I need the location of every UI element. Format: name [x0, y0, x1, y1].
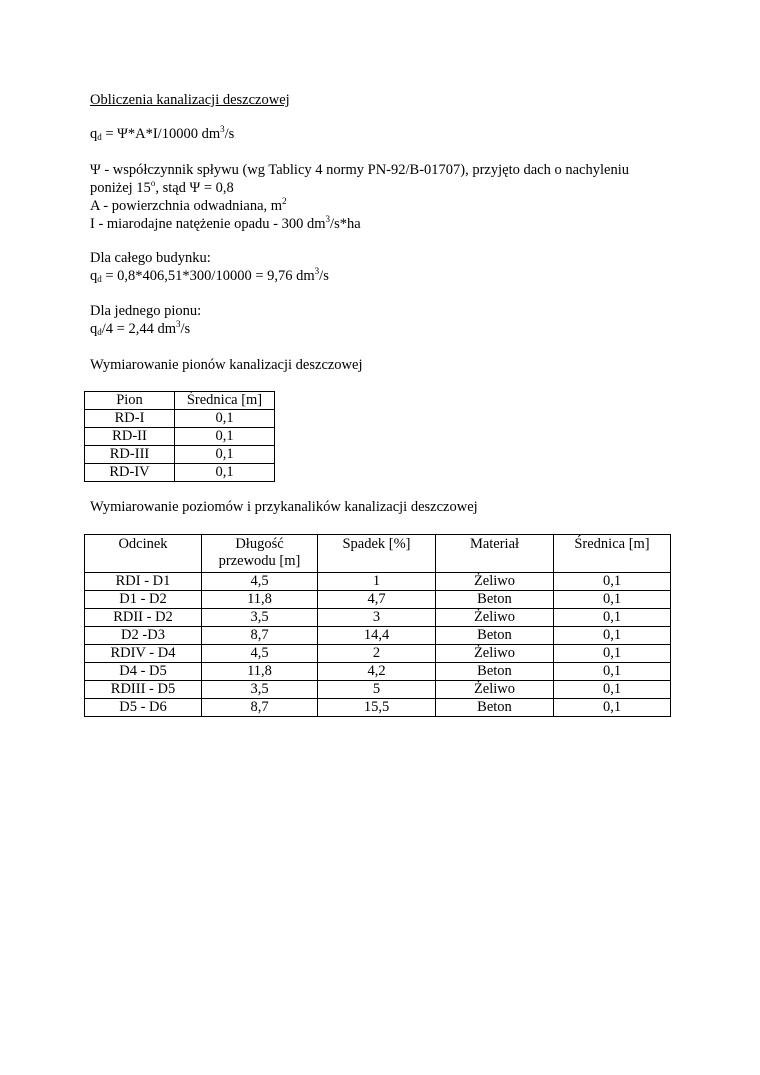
pipes-table	[84, 534, 671, 717]
table-row	[85, 573, 671, 591]
table-cell: 3,5	[202, 609, 318, 627]
table-cell: 0,1	[554, 573, 671, 591]
table-cell: Żeliwo	[436, 573, 554, 591]
table-cell: 15,5	[318, 699, 436, 717]
table-row	[85, 428, 275, 446]
table-row	[85, 591, 671, 609]
table-cell: D1 - D2	[85, 591, 202, 609]
table-cell: 11,8	[202, 591, 318, 609]
table-cell: RDI - D1	[85, 573, 202, 591]
riser-formula: $q_d/4 = 2,44$ $dm^3/s$	[90, 319, 191, 337]
table-cell: 0,1	[554, 645, 671, 663]
page-title: Obliczenia kanalizacji deszczowej	[90, 92, 290, 108]
table-cell: Beton	[436, 663, 554, 681]
table-cell: Żeliwo	[436, 645, 554, 663]
table-cell: 0,1	[554, 681, 671, 699]
table-cell: 3	[318, 609, 436, 627]
table-cell: 4,7	[318, 591, 436, 609]
table-cell: 8,7	[202, 627, 318, 645]
table-cell: 1	[318, 573, 436, 591]
psi-description-line2: poniżej 15$^o$, stąd Ψ = 0,8	[90, 178, 234, 196]
table-cell: RD-III	[85, 446, 175, 464]
table-header-row	[85, 535, 671, 573]
table-cell: Beton	[436, 699, 554, 717]
table-cell: Żeliwo	[436, 681, 554, 699]
table-cell: 0,1	[175, 464, 275, 482]
table2-caption: Wymiarowanie poziomów i przykanalików kanalizacji deszczowej	[90, 499, 478, 515]
table-cell: Żeliwo	[436, 609, 554, 627]
col-header: Średnica [m]	[175, 392, 275, 410]
table-cell: 0,1	[554, 591, 671, 609]
table-cell: 0,1	[554, 663, 671, 681]
table-row	[85, 464, 275, 482]
table-cell: 3,5	[202, 681, 318, 699]
table-cell: 0,1	[175, 446, 275, 464]
table-cell: 0,1	[554, 699, 671, 717]
risers-table	[84, 391, 275, 482]
col-header: Pion	[85, 392, 175, 410]
col-header: Spadek [%]	[318, 535, 436, 573]
col-header: Długość przewodu [m]	[202, 535, 318, 573]
table-cell: RD-IV	[85, 464, 175, 482]
table-cell: RDII - D2	[85, 609, 202, 627]
table-row	[85, 645, 671, 663]
table1-caption: Wymiarowanie pionów kanalizacji deszczowej	[90, 357, 363, 373]
psi-description-line1: Ψ - współczynnik spływu (wg Tablicy 4 normy PN-92/B-01707), przyjęto dach o nachyleniu	[90, 162, 629, 178]
table-row	[85, 410, 275, 428]
table-cell: Beton	[436, 627, 554, 645]
table-cell: 4,5	[202, 573, 318, 591]
table-cell: 5	[318, 681, 436, 699]
table-cell: Beton	[436, 591, 554, 609]
table-cell: D2 -D3	[85, 627, 202, 645]
table-cell: 0,1	[175, 410, 275, 428]
area-description: A - powierzchnia odwadniana, $m^2$	[90, 196, 287, 214]
table-cell: 14,4	[318, 627, 436, 645]
building-label: Dla całego budynku:	[90, 250, 211, 266]
table-cell: RD-II	[85, 428, 175, 446]
table-row	[85, 663, 671, 681]
table-row	[85, 609, 671, 627]
riser-label: Dla jednego pionu:	[90, 303, 202, 319]
table-row	[85, 699, 671, 717]
table-row	[85, 627, 671, 645]
table-cell: RDIV - D4	[85, 645, 202, 663]
table-header-row	[85, 392, 275, 410]
col-header: Średnica [m]	[554, 535, 671, 573]
table-cell: 2	[318, 645, 436, 663]
table-cell: 4,5	[202, 645, 318, 663]
table-cell: D5 - D6	[85, 699, 202, 717]
intensity-description: I - miarodajne natężenie opadu - 300 $dm^3/s*ha$	[90, 214, 361, 232]
table-cell: RDIII - D5	[85, 681, 202, 699]
table-cell: D4 - D5	[85, 663, 202, 681]
col-header: Odcinek	[85, 535, 202, 573]
table-cell: 4,2	[318, 663, 436, 681]
table-cell: 11,8	[202, 663, 318, 681]
table-cell: 8,7	[202, 699, 318, 717]
building-formula: $q_d = 0,8*406,51*300/10000 = 9,76$ $dm^3/s$	[90, 266, 329, 284]
table-row	[85, 681, 671, 699]
col-header: Materiał	[436, 535, 554, 573]
table-cell: 0,1	[554, 627, 671, 645]
table-cell: 0,1	[554, 609, 671, 627]
table-cell: RD-I	[85, 410, 175, 428]
main-formula: $q_d = \Psi*A*I/10000$ $dm^3/s$	[90, 124, 235, 142]
table-row	[85, 446, 275, 464]
table-cell: 0,1	[175, 428, 275, 446]
